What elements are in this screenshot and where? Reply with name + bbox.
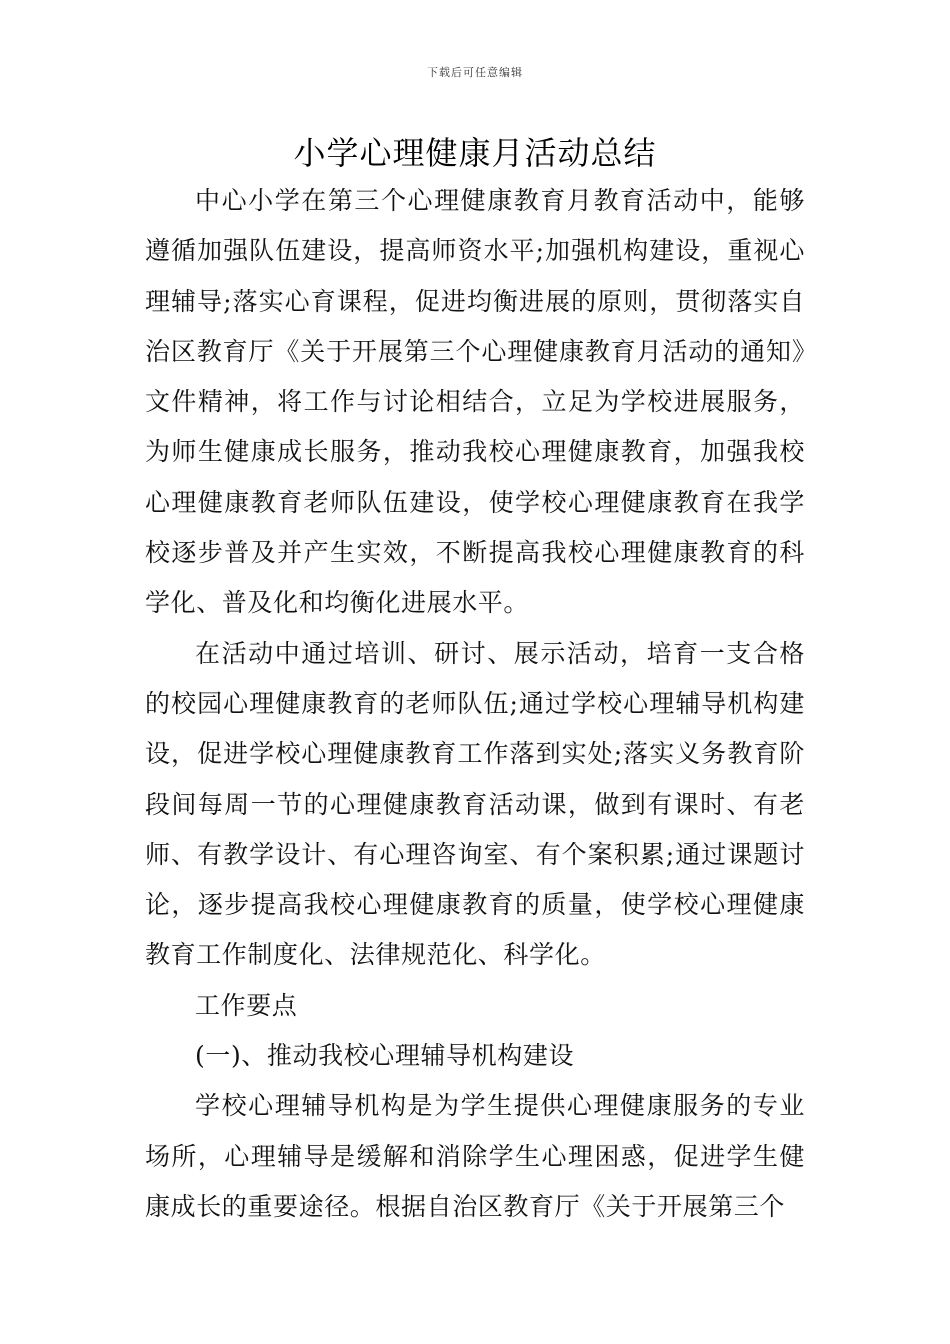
paragraph-intro: 中心小学在第三个心理健康教育月教育活动中，能够遵循加强队伍建设，提高师资水平;加强机构建设，重视心理辅导;落实心育课程，促进均衡进展的原则，贯彻落实自治区教育厅《关于开展第三个心理健康教育月活动的通知》文件精神，将工作与讨论相结合，立足为学校进展服务，为师生健康成长服务，推动我校心理健康教育，加强我校心理健康教育老师队伍建设，使学校心理健康教育在我学校逐步普及并产生实效，不断提高我校心理健康教育的科学化、普及化和均衡化进展水平。 xyxy=(145,186,805,618)
paragraph-counseling: 学校心理辅导机构是为学生提供心理健康服务的专业场所，心理辅导是缓解和消除学生心理困惑，促进学生健康成长的重要途径。根据自治区教育厅《关于开展第三个 xyxy=(145,1091,805,1221)
subsection-heading-1: (一)、推动我校心理辅导机构建设 xyxy=(195,1041,575,1071)
document-body xyxy=(145,176,805,1232)
section-heading-work-points: 工作要点 xyxy=(195,990,298,1020)
page-title: 小学心理健康月活动总结 xyxy=(293,134,657,172)
paragraph-activities: 在活动中通过培训、研讨、展示活动，培育一支合格的校园心理健康教育的老师队伍;通过学校心理辅导机构建设，促进学校心理健康教育工作落到实处;落实义务教育阶段间每周一节的心理健康教育活动课，做到有课时、有老师、有教学设计、有心理咨询室、有个案积累;通过课题讨论，逐步提高我校心理健康教育的质量，使学校心理健康教育工作制度化、法律规范化、科学化。 xyxy=(145,638,805,970)
header-note: 下载后可任意编辑 xyxy=(427,66,523,79)
